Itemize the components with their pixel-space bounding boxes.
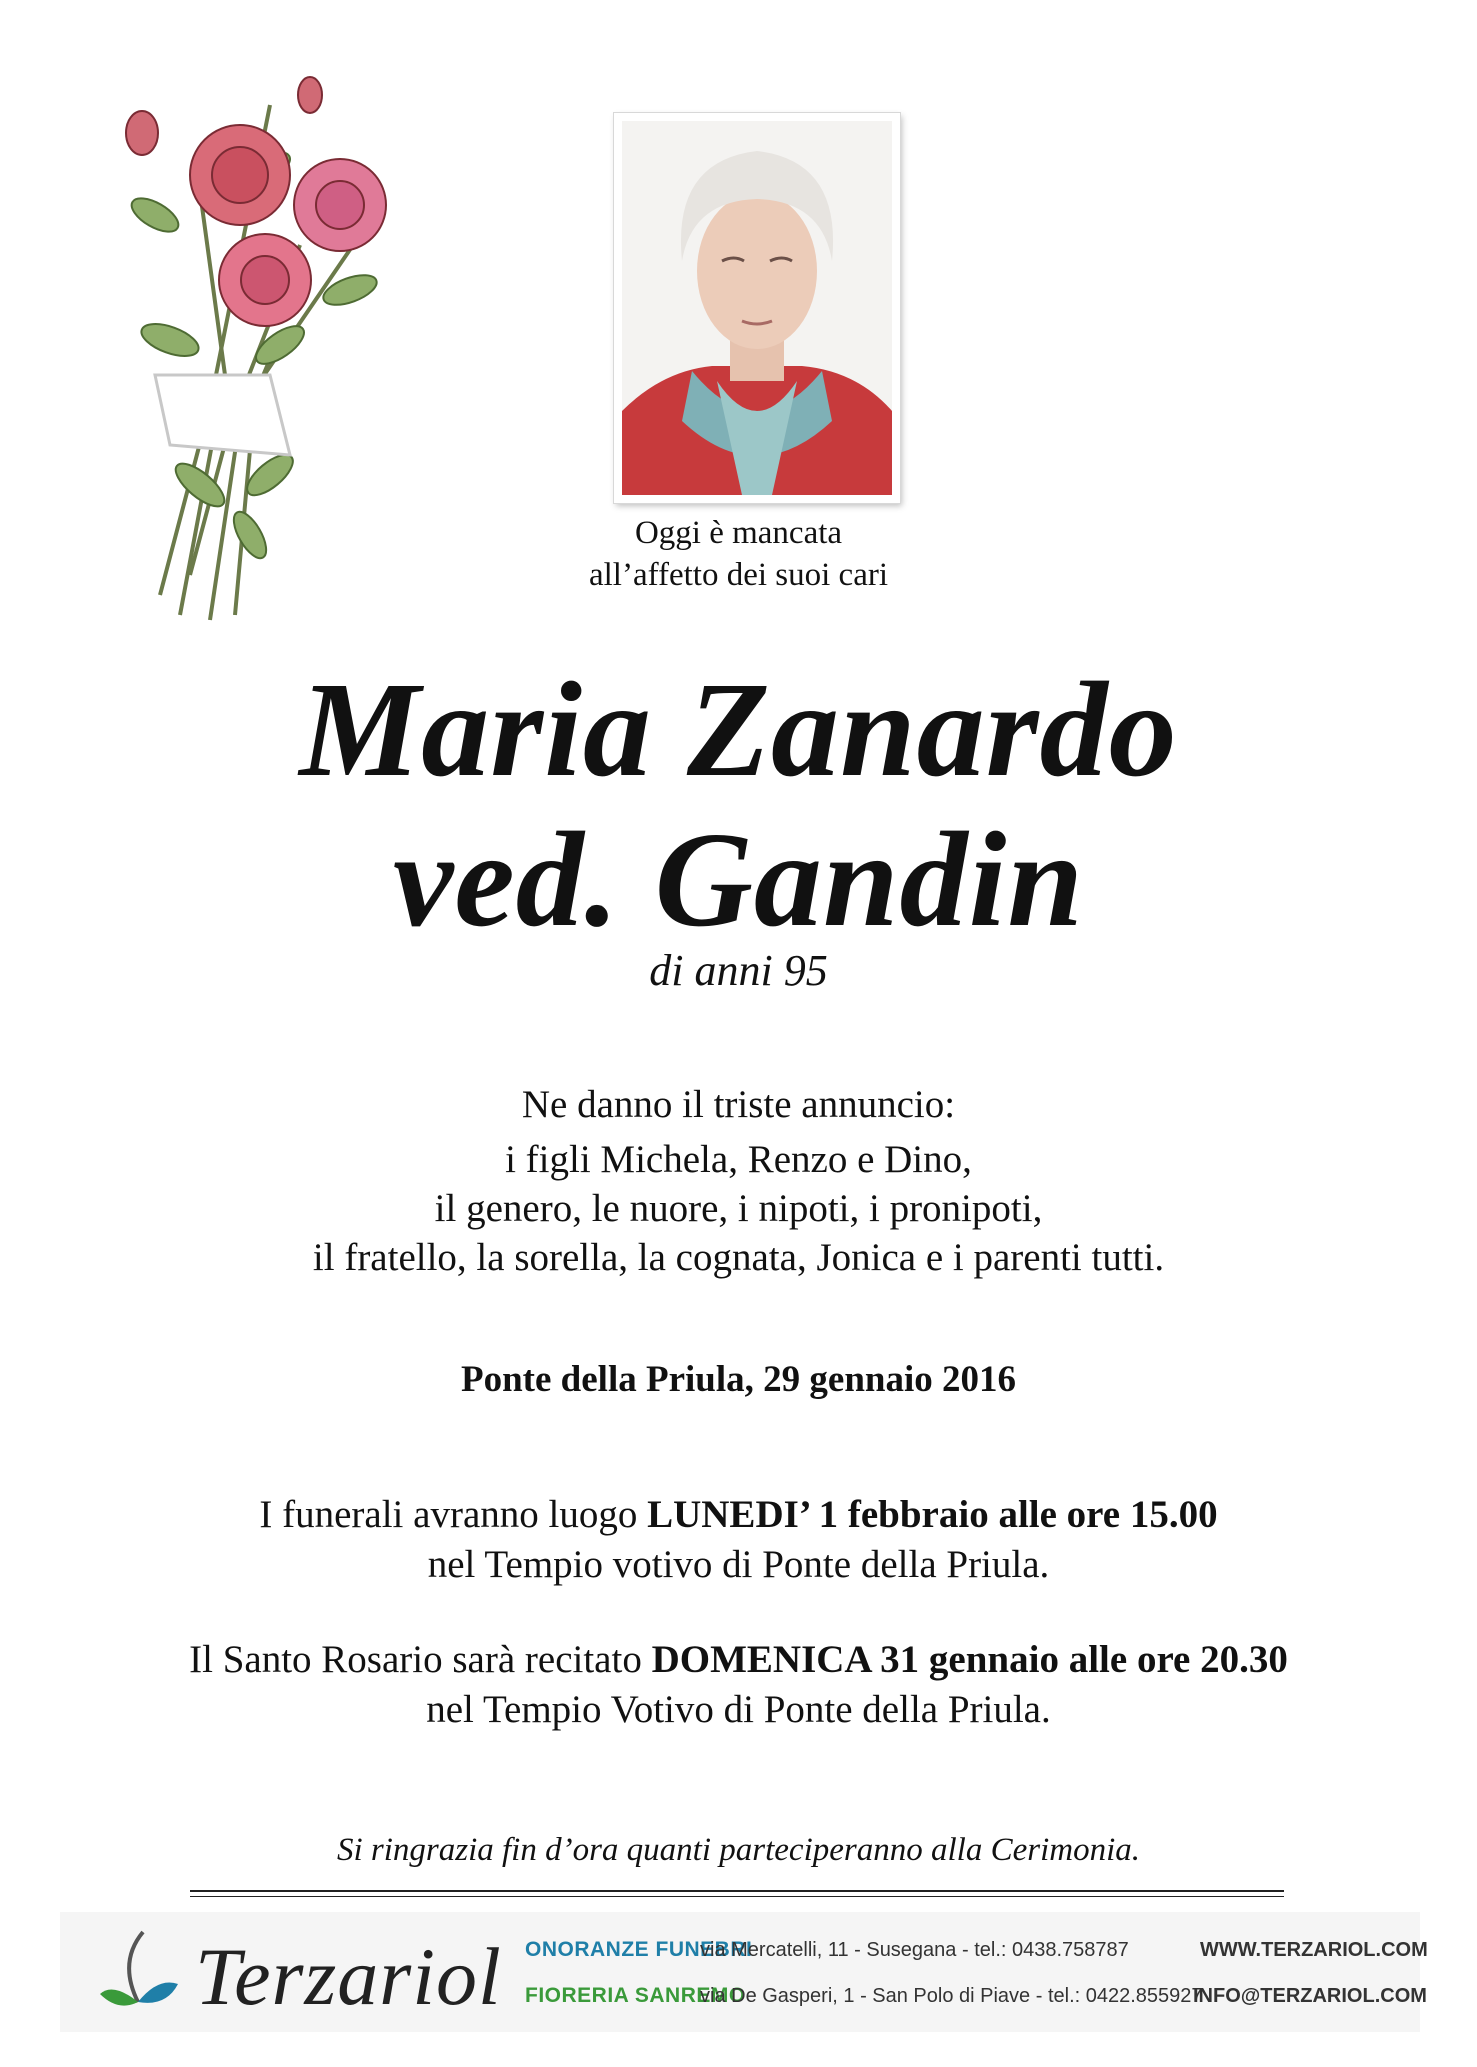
funeral-prefix: I funerali avranno luogo [259,1493,648,1536]
portrait-photo-icon [622,121,892,495]
intro-line-2: all’affetto dei suoi cari [588,557,888,593]
funeral-line [0,1490,1477,1539]
rosary-where: nel Tempio Votivo di Ponte della Priula. [426,1688,1051,1731]
funeral-where: nel Tempio votivo di Ponte della Priula. [427,1543,1050,1586]
footer-label-onoranze: ONORANZE FUNEBRI [525,1938,753,1961]
footer-divider [190,1890,1284,1892]
brand-name: Terzariol [195,1931,502,2022]
footer-email-link[interactable]: INFO@TERZARIOL.COM [1193,1985,1427,2007]
rosary-prefix: Il Santo Rosario sarà recitato [189,1638,652,1681]
deceased-age: di anni 95 [649,946,828,995]
family-line-2: il genero, le nuore, i nipoti, i pronipoti, [434,1187,1043,1230]
thanks-note: Si ringrazia fin d’ora quanti parteciperanno alla Cerimonia. [336,1832,1140,1868]
family-line-3: il fratello, la sorella, la cognata, Jonica e i parenti tutti. [312,1236,1165,1279]
portrait-frame [614,113,900,503]
footer-label-fioreria: FIORERIA SANREMO [525,1984,746,2007]
footer [60,1912,1428,2032]
intro-line-1: Oggi è mancata [634,515,843,551]
footer-divider-thin [190,1896,1284,1897]
family-line-1: i figli Michela, Renzo e Dino, [505,1138,972,1181]
place-date: Ponte della Priula, 29 gennaio 2016 [461,1359,1016,1400]
announce-heading: Ne danno il triste annuncio: [521,1083,956,1126]
deceased-name: Maria Zanardo [299,655,1178,805]
footer-info-fioreria: via De Gasperi, 1 - San Polo di Piave - tel.: 0422.855927 [700,1985,1203,2007]
deceased-married-name: ved. Gandin [393,805,1084,955]
rosary-line [0,1635,1477,1684]
footer-info-onoranze: via Mercatelli, 11 - Susegana - tel.: 0438.758787 [700,1939,1129,1961]
footer-website-link[interactable]: WWW.TERZARIOL.COM [1200,1939,1428,1961]
terzariol-leaf-logo-icon [88,1922,188,2022]
funeral-when: LUNEDI’ 1 febbraio alle ore 15.00 [647,1493,1218,1536]
rosary-when: DOMENICA 31 gennaio alle ore 20.30 [651,1638,1288,1681]
